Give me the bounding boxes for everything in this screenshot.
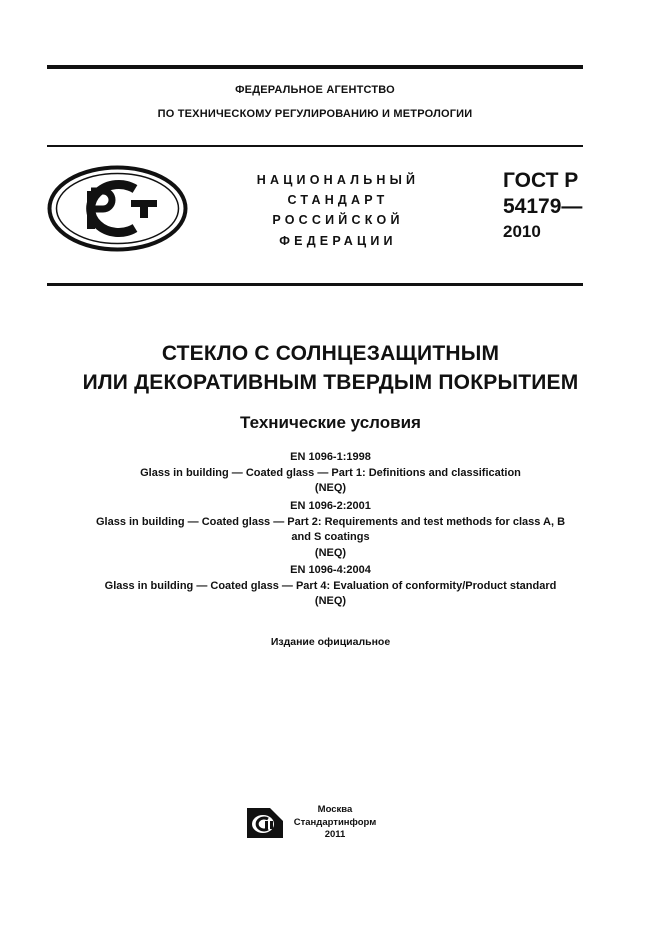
bottom-rule: [47, 283, 583, 286]
reference-block-3: [20, 563, 641, 610]
document-title-line2: ИЛИ ДЕКОРАТИВНЫМ ТВЕРДЫМ ПОКРЫТИЕМ: [82, 371, 579, 394]
designation-year: 2010: [503, 222, 541, 241]
publisher-year: 2011: [324, 829, 346, 840]
reference-code: EN 1096-4:2004: [290, 564, 371, 576]
reference-block-1: [20, 450, 641, 497]
designation-prefix: ГОСТ Р: [503, 169, 579, 192]
standard-type-line1: НАЦИОНАЛЬНЫЙ: [256, 173, 420, 187]
reference-code: EN 1096-1:1998: [290, 451, 371, 463]
reference-block-2: [20, 499, 641, 561]
agency-name-line2: ПО ТЕХНИЧЕСКОМУ РЕГУЛИРОВАНИЮ И МЕТРОЛОГИИ: [157, 108, 473, 120]
document-subtitle: Технические условия: [240, 413, 421, 432]
reference-tag: (NEQ): [314, 482, 347, 494]
standard-type-line4: ФЕДЕРАЦИИ: [279, 234, 397, 248]
reference-tag: (NEQ): [314, 546, 347, 559]
agency-name-line1: ФЕДЕРАЛЬНОЕ АГЕНТСТВО: [235, 84, 395, 96]
reference-title: Glass in building — Coated glass — Part 1: Definitions and classification: [140, 466, 521, 479]
reference-tag: (NEQ): [314, 595, 347, 607]
reference-code: EN 1096-2:2001: [290, 500, 371, 512]
document-title-line1: СТЕКЛО С СОЛНЦЕЗАЩИТНЫМ: [161, 342, 500, 365]
designation-number: 54179—: [503, 195, 583, 218]
reference-title: Glass in building — Coated glass — Part 4: Evaluation of conformity/Product standard: [104, 579, 557, 592]
publisher-block: [290, 804, 380, 842]
top-rule: [47, 65, 583, 69]
reference-title: Glass in building — Coated glass — Part 2: Requirements and test methods for class A, B: [95, 515, 566, 528]
publisher-name: Стандартинформ: [293, 816, 377, 828]
standard-type-line2: СТАНДАРТ: [287, 193, 389, 207]
reference-title-continued: and S coatings: [291, 531, 370, 543]
standard-type-line3: РОССИЙСКОЙ: [272, 213, 404, 227]
middle-rule: [47, 145, 583, 147]
publisher-city: Москва: [317, 804, 353, 815]
edition-note: Издание официальное: [270, 636, 391, 648]
rst-certification-mark-icon: [47, 165, 188, 252]
standartinform-logo-icon: [246, 807, 284, 839]
